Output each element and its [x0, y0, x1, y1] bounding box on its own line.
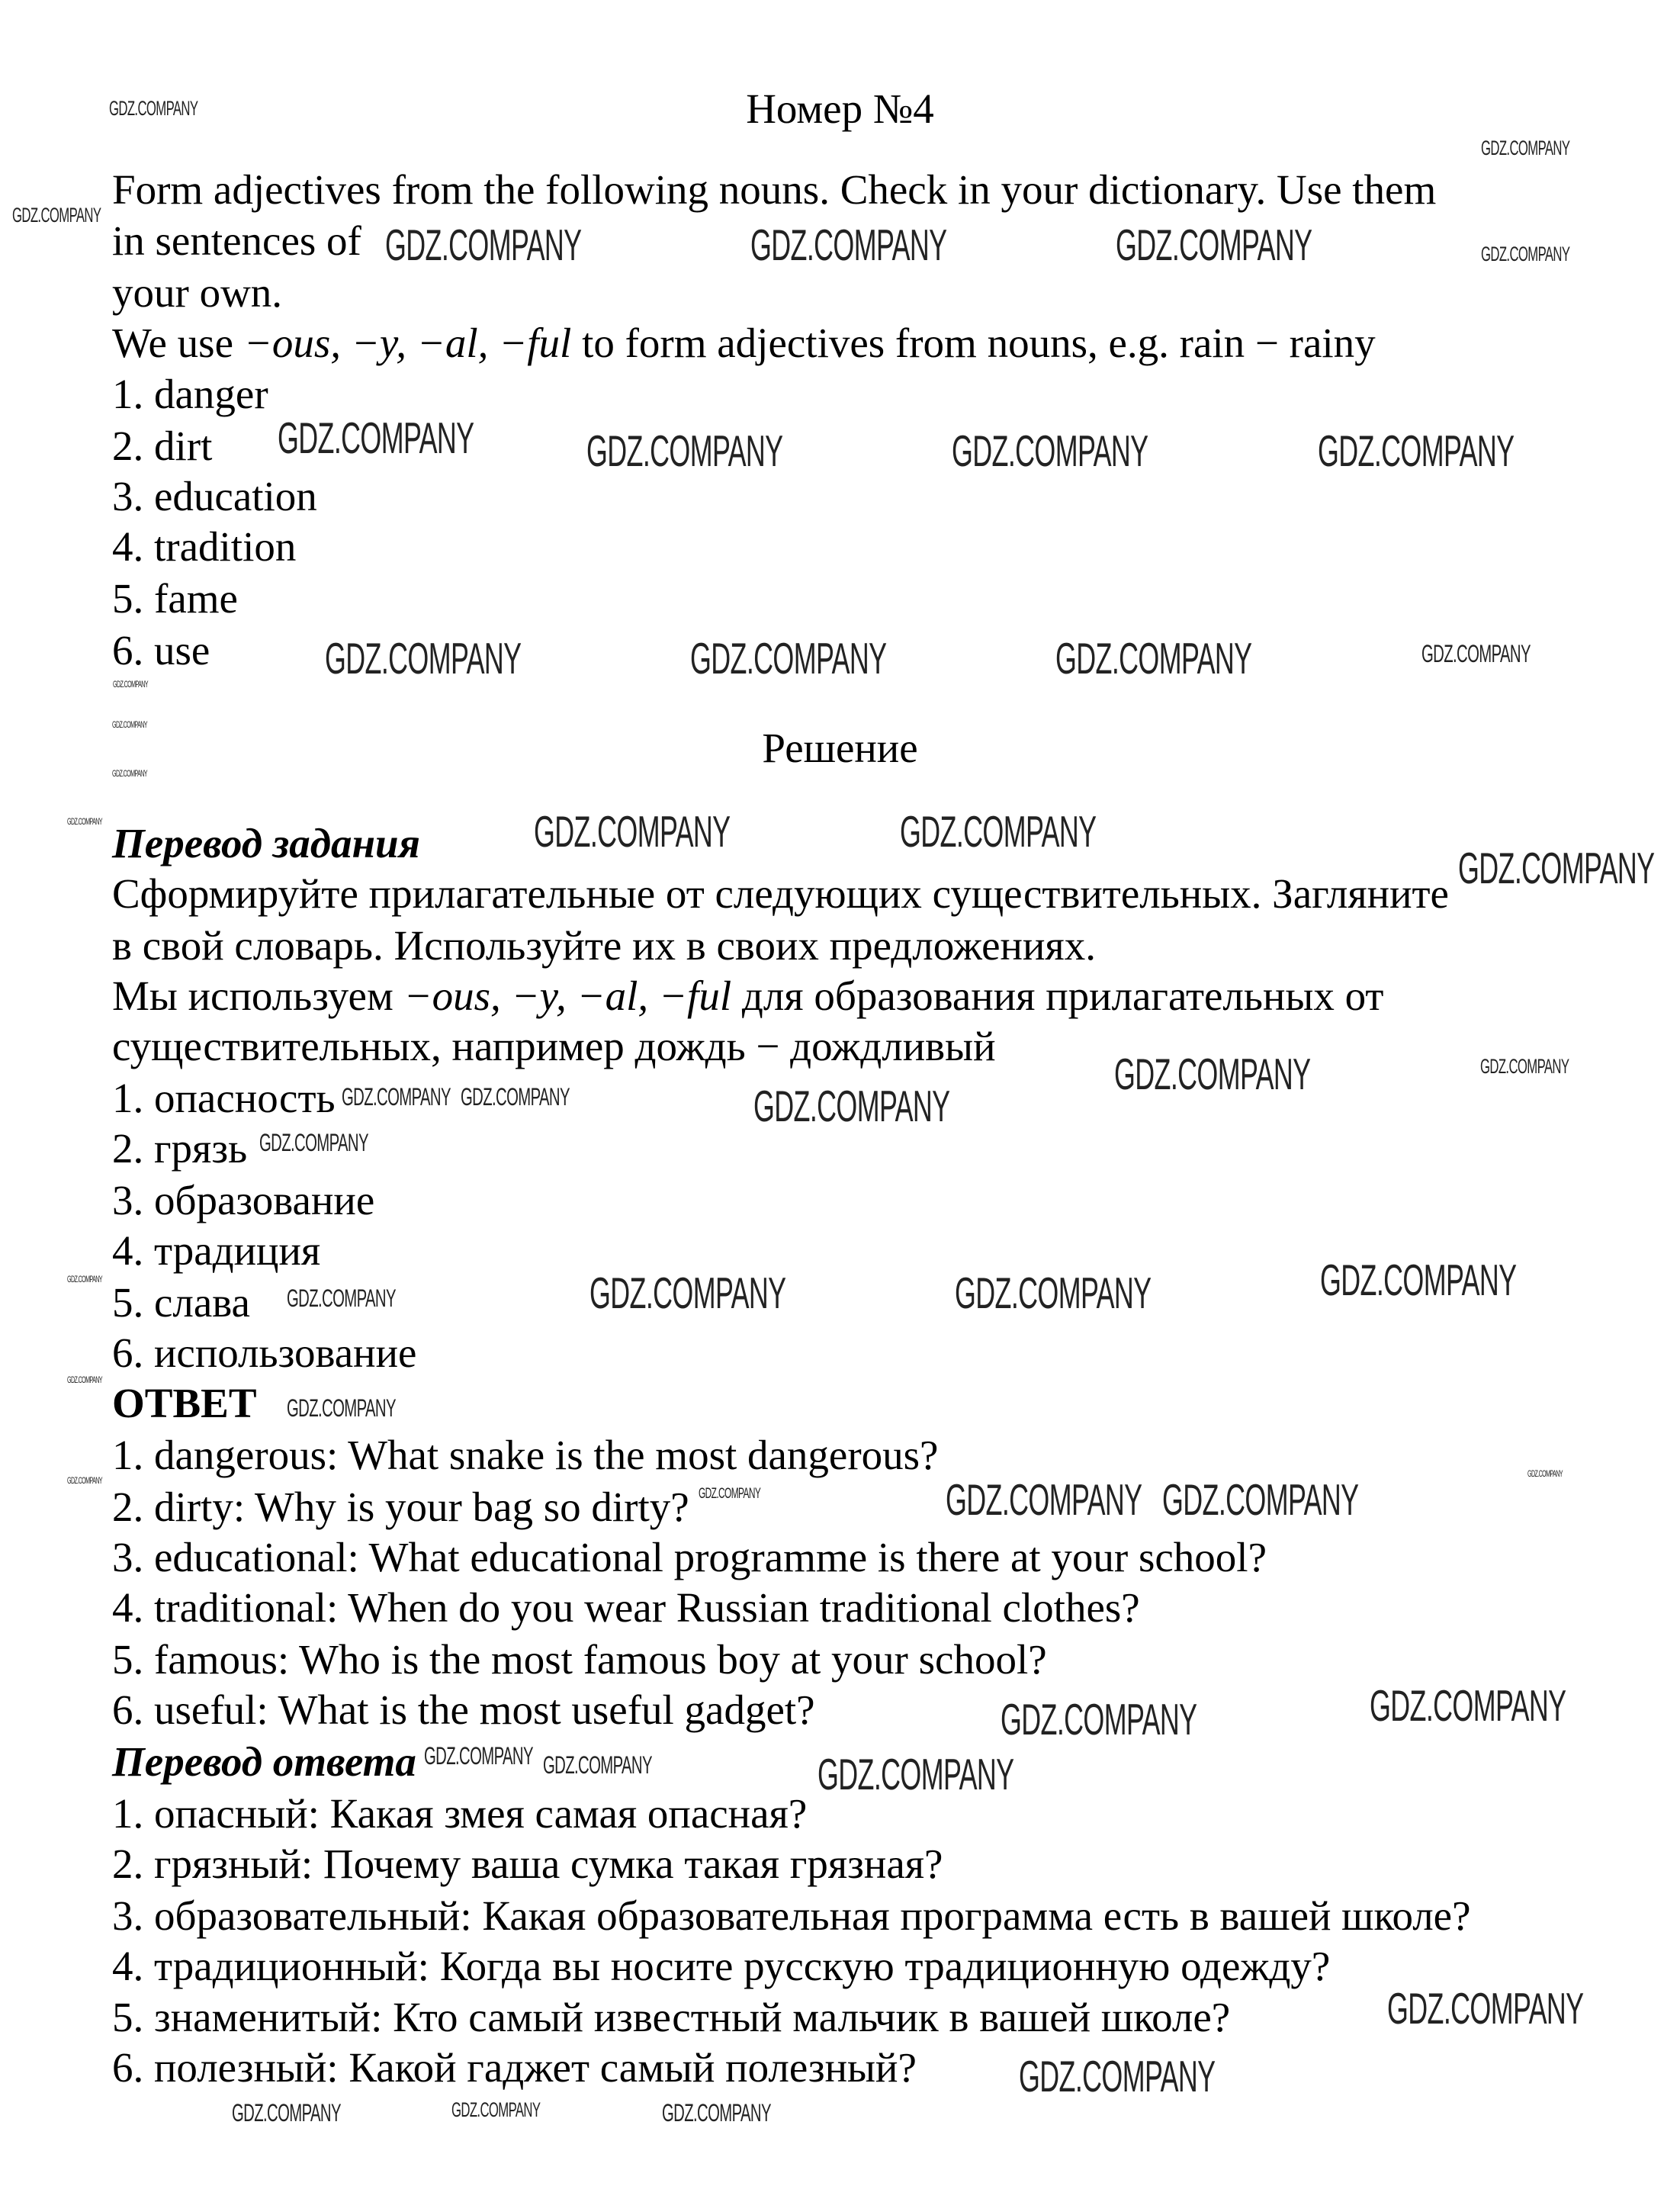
- solution-line: [112, 1226, 320, 1276]
- text-segment: We use: [112, 320, 244, 367]
- text-segment: −ous, −y, −al, −ful: [243, 320, 572, 367]
- solution-line: [112, 818, 420, 869]
- watermark: GDZ.COMPANY: [342, 1082, 451, 1111]
- task-line: [112, 574, 238, 624]
- text-segment: Form adjectives from the following nouns. Check in your dictionary. Use them: [112, 166, 1437, 213]
- text-segment: 1. danger: [112, 370, 268, 417]
- solution-line: [112, 1992, 1230, 2043]
- watermark: GDZ.COMPANY: [287, 1284, 396, 1312]
- text-segment: 4. tradition: [112, 522, 297, 570]
- solution-line: [112, 1482, 689, 1532]
- watermark: GDZ.COMPANY: [750, 221, 947, 271]
- watermark: GDZ.COMPANY: [589, 1268, 786, 1318]
- watermark: GDZ.COMPANY: [690, 634, 887, 683]
- solution-line: [112, 1124, 247, 1174]
- solution-line: [112, 1891, 1470, 1941]
- task-line: [112, 369, 268, 420]
- watermark: GDZ.COMPANY: [113, 680, 148, 690]
- watermark: GDZ.COMPANY: [1527, 1469, 1563, 1479]
- text-segment: 4. traditional: When do you wear Russian traditional clothes?: [112, 1584, 1140, 1632]
- watermark: GDZ.COMPANY: [67, 818, 102, 827]
- watermark: GDZ.COMPANY: [818, 1751, 1014, 1799]
- watermark: GDZ.COMPANY: [111, 720, 147, 730]
- watermark: GDZ.COMPANY: [232, 2098, 341, 2127]
- solution-line: [112, 2043, 917, 2093]
- watermark: GDZ.COMPANY: [1369, 1682, 1566, 1731]
- text-segment: to form adjectives from nouns, e.g. rain − rainy: [571, 320, 1376, 367]
- text-segment: in sentences of: [112, 217, 361, 265]
- task-line: [112, 421, 212, 471]
- text-segment: 1. опасный: Какая змея самая опасная?: [112, 1790, 808, 1837]
- task-line: [112, 318, 1376, 368]
- watermark: GDZ.COMPANY: [534, 808, 731, 857]
- task-line: [112, 471, 317, 522]
- watermark: GDZ.COMPANY: [1387, 1984, 1584, 2033]
- text-segment: 2. грязный: Почему ваша сумка такая грязная?: [112, 1841, 943, 1888]
- solution-line: [112, 1685, 815, 1735]
- task-line: [112, 625, 210, 676]
- watermark: GDZ.COMPANY: [543, 1751, 652, 1779]
- watermark: GDZ.COMPANY: [1161, 1476, 1359, 1525]
- text-segment: 2. dirty: Why is your bag so dirty?: [112, 1484, 689, 1531]
- text-segment: 6. полезный: Какой гаджет самый полезный?: [112, 2043, 917, 2091]
- solution-title-row: [0, 720, 1680, 773]
- watermark: GDZ.COMPANY: [67, 1376, 102, 1385]
- text-segment: Перевод ответа: [112, 1738, 416, 1786]
- text-segment: 5. слава: [112, 1279, 250, 1326]
- text-segment: −ous, −y, −al, −ful: [403, 973, 732, 1020]
- watermark: GDZ.COMPANY: [662, 2098, 771, 2127]
- text-segment: Мы используем: [112, 973, 404, 1020]
- watermark: GDZ.COMPANY: [955, 1268, 1152, 1318]
- solution-line: [112, 1278, 250, 1328]
- watermark: GDZ.COMPANY: [461, 1082, 570, 1111]
- watermark: GDZ.COMPANY: [324, 634, 522, 683]
- text-segment: ОТВЕТ: [112, 1380, 257, 1427]
- text-segment: Сформируйте прилагательные от следующих существительных. Загляните: [112, 870, 1449, 918]
- watermark: GDZ.COMPANY: [278, 414, 474, 463]
- text-segment: 2. dirt: [112, 422, 213, 469]
- watermark: GDZ.COMPANY: [111, 769, 147, 779]
- watermark: GDZ.COMPANY: [1114, 1050, 1311, 1100]
- text-segment: 1. dangerous: What snake is the most dangerous?: [112, 1432, 939, 1479]
- solution-line: [112, 1021, 996, 1072]
- task-line: [112, 268, 282, 318]
- watermark: GDZ.COMPANY: [259, 1128, 368, 1156]
- watermark: GDZ.COMPANY: [67, 1275, 102, 1284]
- text-segment: 6. use: [112, 626, 210, 674]
- solution-line: [112, 1941, 1330, 1992]
- watermark: GDZ.COMPANY: [287, 1394, 396, 1422]
- text-segment: your own.: [112, 269, 283, 317]
- text-segment: 1. опасность: [112, 1075, 336, 1122]
- text-segment: 5. знаменитый: Кто самый известный мальчик в вашей школе?: [112, 1993, 1231, 2040]
- watermark: GDZ.COMPANY: [586, 427, 783, 477]
- watermark: GDZ.COMPANY: [699, 1486, 761, 1502]
- task-line: [112, 165, 1436, 215]
- watermark: GDZ.COMPANY: [1479, 1055, 1569, 1079]
- watermark: GDZ.COMPANY: [1116, 221, 1312, 271]
- watermark: GDZ.COMPANY: [1481, 136, 1570, 159]
- watermark: GDZ.COMPANY: [384, 221, 582, 271]
- watermark: GDZ.COMPANY: [1320, 1256, 1517, 1306]
- watermark: GDZ.COMPANY: [12, 204, 101, 227]
- solution-line: [112, 1175, 374, 1226]
- solution-line: [112, 1378, 257, 1429]
- solution-line: [112, 1737, 416, 1787]
- text-segment: 3. educational: What educational programme is there at your school?: [112, 1534, 1267, 1581]
- solution-line: [112, 1328, 416, 1378]
- watermark: GDZ.COMPANY: [1001, 1696, 1197, 1744]
- solution-line: [112, 869, 1449, 919]
- watermark: GDZ.COMPANY: [1317, 427, 1515, 477]
- watermark: GDZ.COMPANY: [109, 97, 198, 121]
- solution-line: [112, 921, 1096, 971]
- watermark: GDZ.COMPANY: [1421, 639, 1531, 668]
- watermark: GDZ.COMPANY: [1458, 844, 1655, 893]
- text-segment: 6. использование: [112, 1329, 417, 1377]
- text-segment: Перевод задания: [112, 819, 420, 866]
- text-segment: в свой словарь. Используйте их в своих предложениях.: [112, 921, 1096, 969]
- watermark: GDZ.COMPANY: [952, 427, 1148, 477]
- watermark: GDZ.COMPANY: [753, 1082, 950, 1131]
- solution-line: [112, 1839, 943, 1889]
- solution-line: [112, 1635, 1047, 1685]
- solution-line: [112, 1430, 938, 1480]
- solution-line: [112, 1532, 1267, 1583]
- watermark: GDZ.COMPANY: [67, 1477, 102, 1486]
- text-segment: 6. useful: What is the most useful gadget?: [112, 1686, 815, 1734]
- watermark: GDZ.COMPANY: [1055, 634, 1252, 683]
- solution-line: [112, 1073, 336, 1124]
- watermark: GDZ.COMPANY: [900, 808, 1097, 857]
- text-segment: 3. образовательный: Какая образовательная программа есть в вашей школе?: [112, 1892, 1471, 1940]
- text-segment: для образования прилагательных от: [731, 973, 1384, 1020]
- text-segment: 3. образование: [112, 1177, 375, 1224]
- task-line: [112, 522, 296, 572]
- watermark: GDZ.COMPANY: [946, 1476, 1142, 1525]
- solution-line: [112, 1583, 1140, 1633]
- solution-line: [112, 971, 1383, 1021]
- solution-title: Решение: [762, 725, 918, 771]
- text-segment: существительных, например дождь − дождливый: [112, 1023, 996, 1070]
- page-title: Номер №4: [746, 85, 934, 132]
- solution-line: [112, 1789, 807, 1839]
- watermark: GDZ.COMPANY: [451, 2098, 541, 2121]
- text-segment: 5. fame: [112, 574, 238, 622]
- text-segment: 5. famous: Who is the most famous boy at your school?: [112, 1636, 1047, 1683]
- watermark: GDZ.COMPANY: [424, 1741, 533, 1770]
- watermark: GDZ.COMPANY: [1019, 2053, 1216, 2101]
- text-segment: 4. традиция: [112, 1227, 321, 1275]
- page-title-row: [0, 84, 1680, 134]
- task-line: [112, 216, 361, 266]
- watermark: GDZ.COMPANY: [1481, 243, 1570, 266]
- text-segment: 3. education: [112, 472, 317, 519]
- text-segment: 4. традиционный: Когда вы носите русскую традиционную одежду?: [112, 1943, 1331, 1990]
- text-segment: 2. грязь: [112, 1125, 248, 1172]
